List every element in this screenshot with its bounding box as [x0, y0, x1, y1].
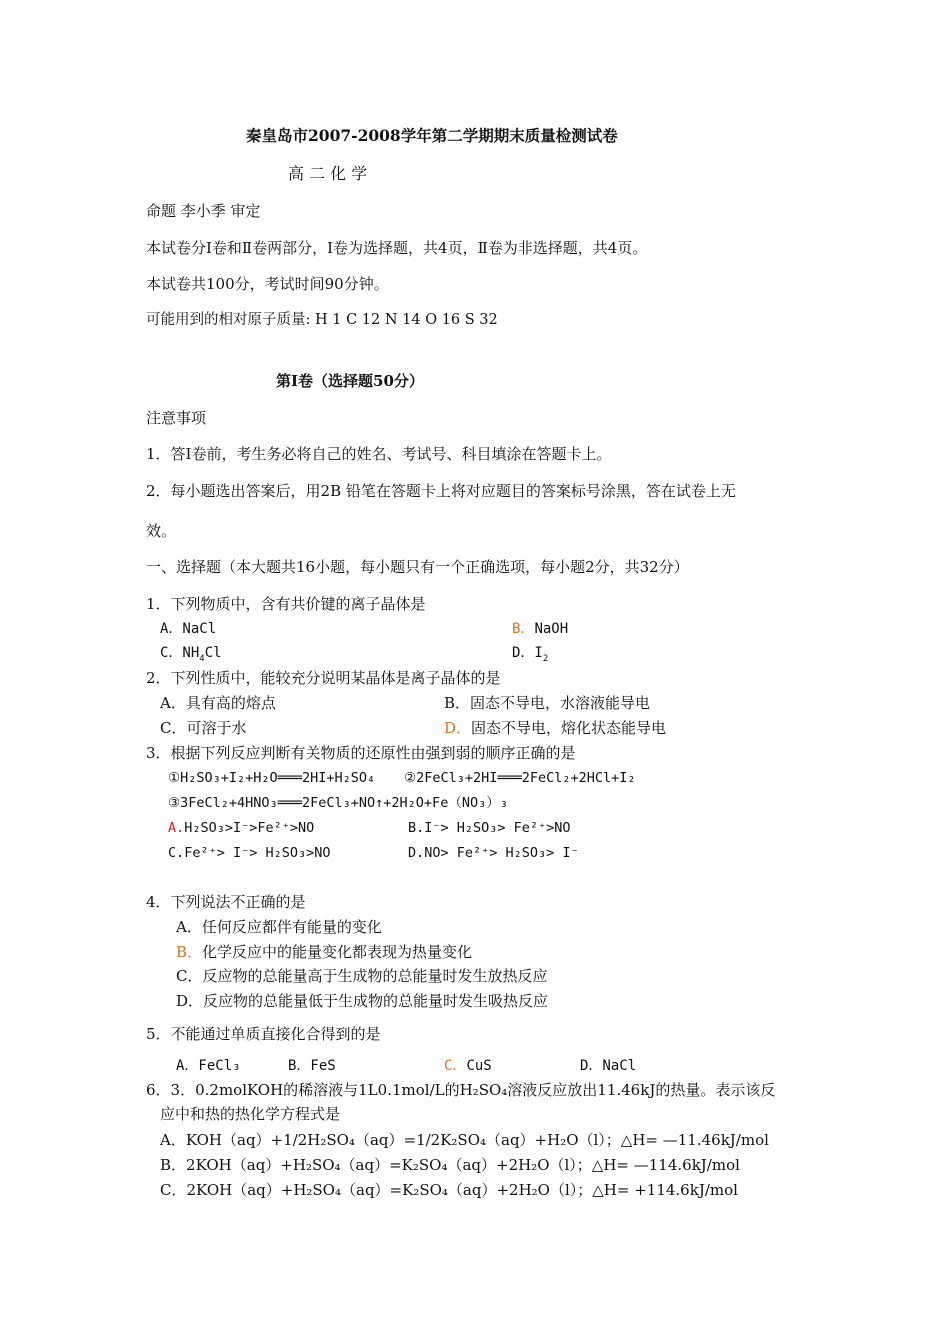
q5-option-c: C．CuS	[444, 1058, 492, 1074]
exam-title: 秦皇岛市2007-2008学年第二学期期末质量检测试卷	[246, 126, 618, 145]
info-score-time: 本试卷共100分，考试时间90分钟。	[146, 275, 389, 293]
q3-option-a: A.H₂SO₃>I⁻>Fe²⁺>NO	[168, 820, 315, 836]
q1-option-c: C．$NH_4Cl$	[160, 645, 222, 664]
q4-stem: 4．下列说法不正确的是	[146, 893, 306, 911]
q2-stem: 2．下列性质中，能较充分说明某晶体是离子晶体的是	[146, 669, 501, 687]
atomic-masses: 可能用到的相对原子质量: H 1 C 12 N 14 O 16 S 32	[146, 312, 498, 328]
note-2-cont: 效。	[146, 522, 177, 540]
q6-option-b: B．2KOH（aq）+H₂SO₄（aq）=K₂SO₄（aq）+2H₂O（l）；△H= —114.6kJ/mol	[160, 1156, 740, 1174]
q6-option-a: A．KOH（aq）+1/2H₂SO₄（aq）=1/2K₂SO₄（aq）+H₂O（l）；△H= —11.46kJ/mol	[160, 1131, 769, 1149]
q2-option-d: D．固态不导电，熔化状态能导电	[444, 719, 667, 737]
q6-stem: 6．3．0.2molKOH的稀溶液与1L0.1mol/L的H₂SO₄溶液反应放出11.46kJ的热量。表示该反	[146, 1081, 776, 1099]
q3-answer-letter: A.	[168, 820, 185, 836]
q4-option-c: C．反应物的总能量高于生成物的总能量时发生放热反应	[176, 967, 548, 985]
subject-title: 高 二 化 学	[288, 164, 368, 183]
q5-option-d: D．NaCl	[580, 1058, 637, 1074]
q1-stem: 1．下列物质中，含有共价键的离子晶体是	[146, 595, 426, 613]
q5-answer-letter: C．	[444, 1058, 467, 1074]
info-structure: 本试卷分Ⅰ卷和Ⅱ卷两部分，Ⅰ卷为选择题，共4页，Ⅱ卷为非选择题，共4页。	[146, 239, 648, 257]
q3-option-c: C.Fe²⁺> I⁻> H₂SO₃>NO	[168, 845, 331, 861]
q3-option-b: B.I⁻> H₂SO₃> Fe²⁺>NO	[408, 820, 571, 836]
q1-option-b: B．NaOH	[512, 621, 569, 637]
q3-option-d: D.NO> Fe²⁺> H₂SO₃> I⁻	[408, 845, 579, 861]
q5-option-b: B．FeS	[288, 1058, 336, 1074]
q4-option-a: A．任何反应都伴有能量的变化	[176, 918, 382, 936]
q2-option-a: A．具有高的熔点	[160, 694, 276, 712]
q3-stem: 3．根据下列反应判断有关物质的还原性由强到弱的顺序正确的是	[146, 744, 576, 762]
q3-reaction-2: ②2FeCl₃+2HI═══2FeCl₂+2HCl+I₂	[404, 770, 636, 786]
q4-option-b: B．化学反应中的能量变化都表现为热量变化	[176, 943, 473, 961]
q3-reaction-3: ③3FeCl₂+4HNO₃═══2FeCl₃+NO↑+2H₂O+Fe（NO₃）₃	[168, 795, 508, 811]
q1-option-a: A．NaCl	[160, 621, 217, 637]
note-1: 1．答Ⅰ卷前，考生务必将自己的姓名、考试号、科目填涂在答题卡上。	[146, 445, 612, 463]
q2-option-c: C．可溶于水	[160, 719, 247, 737]
q1-answer-letter: B．	[512, 621, 535, 637]
q1-option-d: D．$I_2$	[512, 645, 549, 664]
section-1-heading: 一、选择题（本大题共16小题，每小题只有一个正确选项，每小题2分，共32分）	[146, 558, 689, 576]
q4-answer-letter: B．	[176, 943, 203, 961]
notes-title: 注意事项	[146, 409, 207, 427]
q3-reaction-1: ①H₂SO₃+I₂+H₂O═══2HI+H₂SO₄	[168, 770, 376, 786]
q5-stem: 5．不能通过单质直接化合得到的是	[146, 1025, 381, 1043]
q2-answer-letter: D．	[444, 719, 472, 737]
q6-stem-cont: 应中和热的热化学方程式是	[160, 1105, 341, 1123]
note-2: 2．每小题选出答案后，用2B 铅笔在答题卡上将对应题目的答案标号涂黑，答在试卷上无	[146, 482, 736, 500]
part1-heading: 第Ⅰ卷（选择题50分）	[276, 372, 424, 390]
q2-option-b: B．固态不导电，水溶液能导电	[444, 694, 651, 712]
q4-option-d: D．反应物的总能量低于生成物的总能量时发生吸热反应	[176, 992, 549, 1010]
q5-option-a: A．FeCl₃	[176, 1058, 241, 1074]
author-line: 命题 李小季 审定	[146, 202, 261, 220]
q6-option-c: C．2KOH（aq）+H₂SO₄（aq）=K₂SO₄（aq）+2H₂O（l）；△H= +114.6kJ/mol	[160, 1181, 738, 1199]
